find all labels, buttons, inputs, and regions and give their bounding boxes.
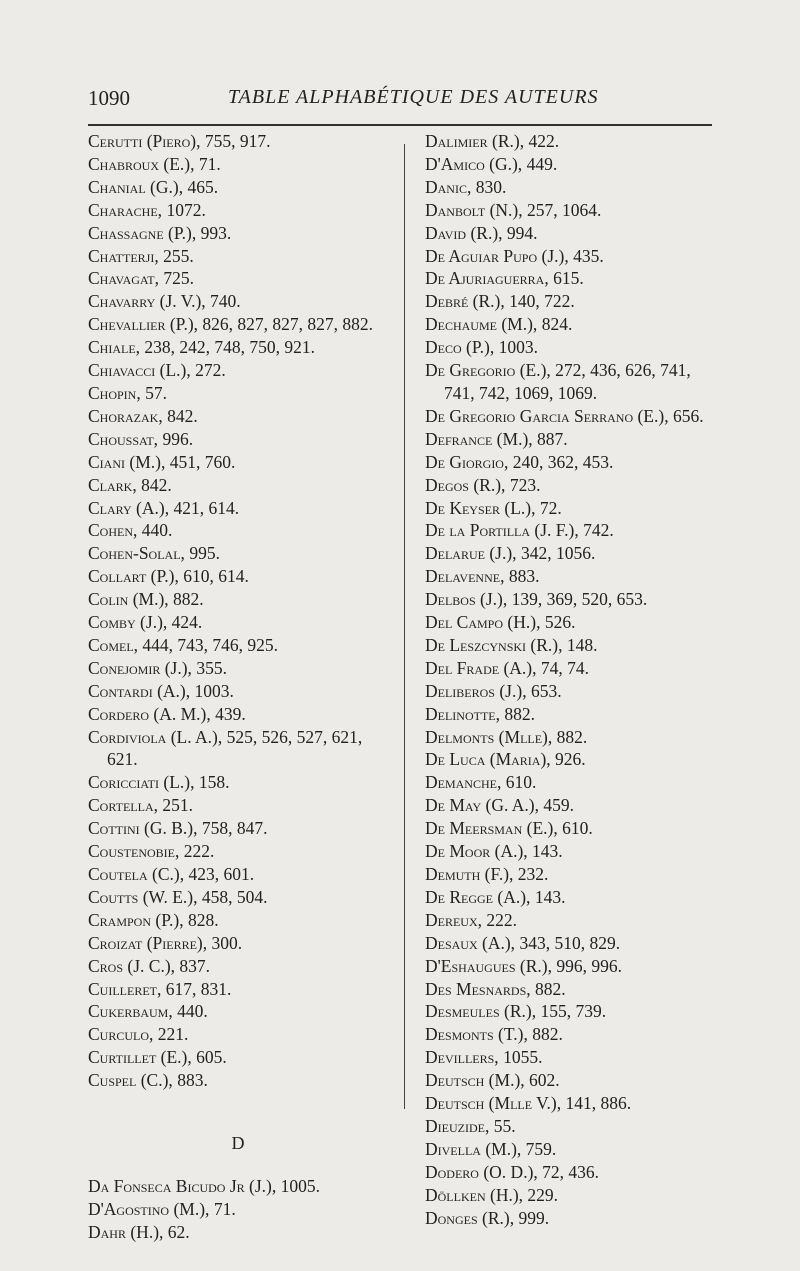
index-entry — [425, 794, 720, 817]
author-name: Cukerbaum, — [88, 1001, 173, 1022]
page-references: 842. — [136, 474, 172, 495]
page-references: 143. — [527, 841, 563, 862]
author-name: Debré (R.), — [425, 291, 505, 312]
index-entry — [425, 1207, 720, 1230]
page-references: 272. — [190, 360, 226, 381]
page-references: 232. — [513, 864, 549, 884]
page-references: 71. — [209, 1198, 236, 1219]
author-name: Degos (R.), — [425, 474, 506, 495]
page-references: 158. — [194, 772, 230, 793]
author-name: Delinotte, — [425, 703, 500, 724]
author-name: Divella (M.), — [425, 1138, 522, 1159]
left-column — [88, 130, 388, 1244]
page-references: 1055. — [498, 1047, 543, 1068]
author-name: De Ajuriaguerra, — [425, 268, 549, 289]
author-name: Donges (R.), — [425, 1207, 515, 1228]
author-name: Chiavacci (L.), — [88, 360, 191, 381]
page-references: 610, 614. — [178, 566, 249, 587]
author-name: Cerutti (Piero), — [88, 131, 201, 151]
page-references: 72, 436. — [537, 1161, 600, 1182]
page-references: 837. — [175, 955, 211, 976]
index-entry — [425, 245, 720, 268]
page-references: 222. — [179, 841, 215, 862]
page-references: 222. — [482, 909, 518, 930]
page-references: 72. — [535, 497, 562, 518]
author-name: Chavagat, — [88, 268, 159, 289]
index-entry — [88, 955, 388, 978]
author-name: Comby (J.), — [88, 612, 168, 633]
index-entry — [88, 771, 388, 794]
author-name: De la Portilla (J. F.), — [425, 520, 579, 541]
page-references: 617, 831. — [161, 978, 232, 999]
index-entry — [425, 909, 720, 932]
index-entry — [88, 909, 388, 932]
index-entry — [88, 794, 388, 817]
page-references: 440. — [137, 520, 173, 541]
page-references: 465. — [183, 176, 219, 197]
page-references: 255. — [158, 245, 194, 266]
author-name: De Luca (Maria), — [425, 749, 551, 770]
author-name: Coricciati (L.), — [88, 772, 195, 793]
index-entry — [88, 290, 388, 313]
page-references: 824. — [537, 314, 573, 335]
page-references: 440. — [172, 1001, 208, 1022]
author-name: Coutts (W. E.), — [88, 886, 198, 907]
author-name: D'Agostino (M.), — [88, 1198, 210, 1219]
author-name: Chavarry (J. V.), — [88, 291, 206, 312]
index-entry — [425, 1115, 720, 1138]
page-references: 439. — [210, 703, 246, 724]
author-name: Chanial (G.), — [88, 176, 184, 197]
page-references: 355. — [191, 657, 227, 678]
index-entry — [88, 245, 388, 268]
index-entry — [88, 703, 388, 726]
page-references: 148. — [562, 634, 598, 655]
author-name: Collart (P.), — [88, 566, 179, 587]
index-entry — [88, 886, 388, 909]
page-references: 759. — [521, 1138, 557, 1159]
author-name: De Keyser (L.), — [425, 497, 536, 518]
index-entry — [88, 634, 388, 657]
page-references: 57. — [140, 382, 167, 403]
index-entry — [88, 1023, 388, 1046]
page-references: 610. — [501, 772, 537, 793]
page-references: 62. — [163, 1221, 190, 1242]
page-references: 1003. — [494, 337, 538, 358]
author-name: Comel, — [88, 634, 139, 655]
author-name: Dechaume (M.), — [425, 314, 538, 335]
right-column — [425, 130, 720, 1230]
page-references: 882. — [552, 726, 588, 747]
index-entry — [88, 382, 388, 405]
index-entry — [425, 955, 720, 978]
author-name: De Giorgio, — [425, 451, 509, 472]
index-entry — [88, 359, 388, 382]
page-references: 221. — [153, 1024, 189, 1045]
page-references: 653. — [526, 680, 562, 701]
page-references: 999. — [514, 1207, 550, 1228]
page-references: 526. — [540, 612, 576, 633]
author-name: Desmonts (T.), — [425, 1024, 528, 1045]
index-entry — [88, 726, 388, 772]
page-references: 725. — [158, 268, 194, 289]
page-references: 758, 847. — [197, 818, 268, 839]
page-references: 343, 510, 829. — [515, 932, 621, 953]
index-entry — [88, 519, 388, 542]
author-name: Delavenne, — [425, 566, 505, 587]
author-name: Cuilleret, — [88, 978, 162, 999]
page-references: 424. — [167, 612, 203, 633]
page-references: 994. — [502, 222, 538, 243]
author-name: Demuth (F.), — [425, 864, 514, 884]
page-references: 444, 743, 746, 925. — [138, 634, 279, 655]
author-name: Contardi (A.), — [88, 680, 191, 701]
author-name: Devillers, — [425, 1047, 499, 1068]
page-references: 615. — [548, 268, 584, 289]
index-entry — [425, 267, 720, 290]
page-references: 602. — [524, 1070, 560, 1091]
index-entry — [425, 1138, 720, 1161]
author-name: Clary (A.), — [88, 497, 170, 518]
page-references: 995. — [184, 543, 220, 564]
running-title: TABLE ALPHABÉTIQUE DES AUTEURS — [228, 86, 599, 108]
page-references: 656. — [668, 405, 704, 426]
index-entry — [88, 405, 388, 428]
author-name: Crampon (P.), — [88, 909, 184, 930]
author-name: Chevallier (P.), — [88, 314, 199, 335]
column-divider — [404, 144, 405, 1109]
index-entry — [425, 726, 720, 749]
page-references: 742. — [578, 520, 614, 541]
author-name: Croizat (Pierre), — [88, 932, 208, 953]
index-entry — [88, 863, 388, 886]
index-entry — [88, 267, 388, 290]
author-list-c — [88, 130, 388, 1092]
index-entry — [425, 451, 720, 474]
index-entry — [88, 451, 388, 474]
author-name: De May (G. A.), — [425, 795, 539, 816]
author-name: De Gregorio Garcia Serrano (E.), — [425, 405, 669, 426]
page-references: 828. — [183, 909, 219, 930]
index-entry — [425, 863, 720, 886]
index-entry — [88, 817, 388, 840]
index-entry — [88, 1175, 388, 1198]
page-references: 740. — [205, 291, 241, 312]
page-references: 71. — [194, 153, 221, 174]
page-references: 996, 996. — [551, 955, 622, 976]
page-references: 883. — [172, 1070, 208, 1091]
index-entry — [88, 1000, 388, 1023]
page-references: 1003. — [190, 680, 234, 701]
section-letter-d: D — [231, 1133, 245, 1154]
author-name: David (R.), — [425, 222, 503, 243]
page-references: 435. — [568, 245, 604, 266]
author-name: Curculo, — [88, 1024, 154, 1045]
author-name: Chatterji, — [88, 245, 159, 266]
author-name: Deutsch (Mlle V.), — [425, 1093, 562, 1114]
author-name: Dereux, — [425, 909, 483, 930]
page-number: 1090 — [88, 86, 130, 110]
index-entry — [425, 771, 720, 794]
author-name: Chassagne (P.), — [88, 222, 197, 243]
index-entry — [88, 932, 388, 955]
author-name: Deco (P.), — [425, 337, 495, 358]
index-entry — [88, 130, 388, 153]
index-entry — [88, 565, 388, 588]
index-entry — [425, 611, 720, 634]
author-name: Coustenobie, — [88, 841, 180, 862]
page-references: 723. — [505, 474, 541, 495]
author-name: Chopin, — [88, 382, 141, 403]
page-header — [88, 84, 712, 114]
author-list-d-continued — [425, 130, 720, 1230]
page-references: 139, 369, 520, 653. — [507, 589, 648, 610]
author-name: Deutsch (M.), — [425, 1070, 525, 1091]
index-entry — [88, 1198, 388, 1221]
author-name: Des Mesnards, — [425, 978, 531, 999]
index-entry — [425, 336, 720, 359]
index-entry — [425, 290, 720, 313]
author-name: Delbos (J.), — [425, 589, 508, 610]
author-name: D'Amico (G.), — [425, 153, 523, 174]
index-entry — [88, 1069, 388, 1092]
index-entry — [425, 657, 720, 680]
index-entry — [425, 588, 720, 611]
page-references: 830. — [471, 176, 507, 197]
page-references: 993. — [196, 222, 232, 243]
page-references: 421, 614. — [169, 497, 240, 518]
author-name: Del Frade (A.), — [425, 657, 537, 678]
author-name: Da Fonseca Bicudo Jr (J.), — [88, 1175, 277, 1196]
index-entry — [425, 1069, 720, 1092]
author-name: De Aguiar Pupo (J.), — [425, 245, 569, 266]
index-entry — [425, 840, 720, 863]
page-references: 423, 601. — [184, 864, 255, 884]
author-name: Danic, — [425, 176, 472, 197]
index-entry — [425, 405, 720, 428]
page-references: 882. — [527, 1024, 563, 1045]
author-name: Charache, — [88, 199, 163, 220]
index-entry — [88, 542, 388, 565]
author-name: Delmonts (Mlle), — [425, 726, 553, 747]
author-name: Cottini (G. B.), — [88, 818, 198, 839]
page-references: 272, 436, 626, 741, 741, 742, 1069, 1069. — [444, 360, 691, 403]
page-references: 451, 760. — [165, 451, 236, 472]
author-name: De Regge (A.), — [425, 886, 531, 907]
page-references: 238, 242, 748, 750, 921. — [140, 337, 316, 358]
author-name: Ciani (M.), — [88, 451, 166, 472]
index-entry — [425, 1184, 720, 1207]
author-name: De Leszcynski (R.), — [425, 634, 563, 655]
author-name: Desmeules (R.), — [425, 1001, 537, 1022]
page-references: 887. — [532, 428, 568, 449]
index-entry — [425, 565, 720, 588]
page-references: 240, 362, 453. — [508, 451, 614, 472]
author-name: Cros (J. C.), — [88, 955, 176, 976]
index-entry — [88, 428, 388, 451]
author-name: Dodero (O. D.), — [425, 1161, 538, 1182]
index-entry — [88, 588, 388, 611]
index-entry — [425, 680, 720, 703]
page-references: 883. — [504, 566, 540, 587]
page-references: 300. — [207, 932, 243, 953]
index-entry — [88, 1046, 388, 1069]
page-references: 882. — [168, 589, 204, 610]
author-name: Demanche, — [425, 772, 502, 793]
author-name: Chiale, — [88, 337, 141, 358]
page-references: 882. — [500, 703, 535, 724]
author-name: Delarue (J.), — [425, 543, 517, 564]
page-references: 257, 1064. — [522, 199, 602, 220]
author-name: Cohen-Solal, — [88, 543, 185, 564]
index-entry — [425, 359, 720, 405]
page-references: 229. — [523, 1184, 559, 1205]
page-references: 1072. — [162, 199, 206, 220]
page-references: 251. — [157, 795, 193, 816]
page-references: 605. — [191, 1047, 227, 1068]
index-entry — [425, 313, 720, 336]
index-entry — [88, 336, 388, 359]
author-name: Dalimier (R.), — [425, 131, 525, 151]
page-references: 996. — [158, 428, 194, 449]
index-entry — [425, 428, 720, 451]
author-name: De Moor (A.), — [425, 841, 528, 862]
page-references: 342, 1056. — [516, 543, 596, 564]
page-references: 459. — [538, 795, 574, 816]
index-entry — [88, 680, 388, 703]
index-entry — [425, 542, 720, 565]
index-entry — [425, 703, 720, 726]
index-entry — [425, 130, 720, 153]
author-name: Colin (M.), — [88, 589, 169, 610]
page-references: 1005. — [276, 1175, 320, 1196]
author-name: Choussat, — [88, 428, 159, 449]
index-entry — [425, 1000, 720, 1023]
index-entry — [425, 886, 720, 909]
author-name: Cuspel (C.), — [88, 1070, 173, 1091]
page-references: 826, 827, 827, 827, 882. — [198, 314, 374, 335]
index-entry — [425, 474, 720, 497]
page-references: 74, 74. — [536, 657, 589, 678]
index-entry — [88, 199, 388, 222]
index-entry — [88, 978, 388, 1001]
page-references: 458, 504. — [197, 886, 268, 907]
page-references: 525, 526, 527, 621, 621. — [107, 726, 363, 770]
index-entry — [425, 1161, 720, 1184]
author-name: Coutela (C.), — [88, 864, 185, 884]
page-references: 143. — [530, 886, 566, 907]
index-entry — [88, 176, 388, 199]
index-entry — [425, 817, 720, 840]
author-name: Chorazak, — [88, 405, 163, 426]
author-name: Cortella, — [88, 795, 158, 816]
header-rule — [88, 124, 712, 126]
author-name: Del Campo (H.), — [425, 612, 541, 633]
author-name: Döllken (H.), — [425, 1184, 524, 1205]
index-entry — [425, 748, 720, 771]
index-entry — [425, 199, 720, 222]
author-list-d — [88, 1175, 388, 1244]
index-entry — [88, 474, 388, 497]
author-name: D'Eshaugues (R.), — [425, 955, 552, 976]
page-references: 842. — [162, 405, 198, 426]
index-entry — [88, 1221, 388, 1244]
author-name: Deliberos (J.), — [425, 680, 527, 701]
index-entry — [425, 932, 720, 955]
author-name: Clark, — [88, 474, 137, 495]
page-references: 882. — [530, 978, 566, 999]
index-entry — [425, 634, 720, 657]
page-references: 422. — [524, 131, 560, 151]
index-entry — [425, 1046, 720, 1069]
index-entry — [425, 497, 720, 520]
page-references: 140, 722. — [504, 291, 575, 312]
author-name: Cordiviola (L. A.), — [88, 726, 223, 747]
author-name: Defrance (M.), — [425, 428, 533, 449]
author-name: De Gregorio (E.), — [425, 360, 551, 381]
author-name: Dieuzide, — [425, 1115, 490, 1136]
index-entry — [425, 222, 720, 245]
author-name: Curtillet (E.), — [88, 1047, 192, 1068]
page-references: 926. — [550, 749, 586, 770]
author-name: Conejomir (J.), — [88, 657, 192, 678]
author-name: Chabroux (E.), — [88, 153, 195, 174]
index-entry — [425, 176, 720, 199]
index-entry — [425, 153, 720, 176]
page-references: 141, 886. — [561, 1093, 632, 1114]
index-entry — [425, 978, 720, 1001]
index-entry — [88, 222, 388, 245]
author-name: Dahr (H.), — [88, 1221, 164, 1242]
author-name: Danbolt (N.), — [425, 199, 523, 220]
author-name: De Meersman (E.), — [425, 818, 558, 839]
index-entry — [425, 519, 720, 542]
index-entry — [88, 497, 388, 520]
author-name: Cohen, — [88, 520, 138, 541]
index-entry — [425, 1092, 720, 1115]
index-entry — [88, 153, 388, 176]
index-entry — [88, 313, 388, 336]
index-entry — [88, 611, 388, 634]
page-references: 55. — [489, 1115, 516, 1136]
author-name: Desaux (A.), — [425, 932, 516, 953]
index-entry — [88, 840, 388, 863]
index-entry — [425, 1023, 720, 1046]
page-references: 155, 739. — [536, 1001, 607, 1022]
index-entry — [88, 657, 388, 680]
page-references: 610. — [557, 818, 593, 839]
page-references: 449. — [522, 153, 558, 174]
author-name: Cordero (A. M.), — [88, 703, 211, 724]
page-references: 755, 917. — [200, 131, 271, 151]
